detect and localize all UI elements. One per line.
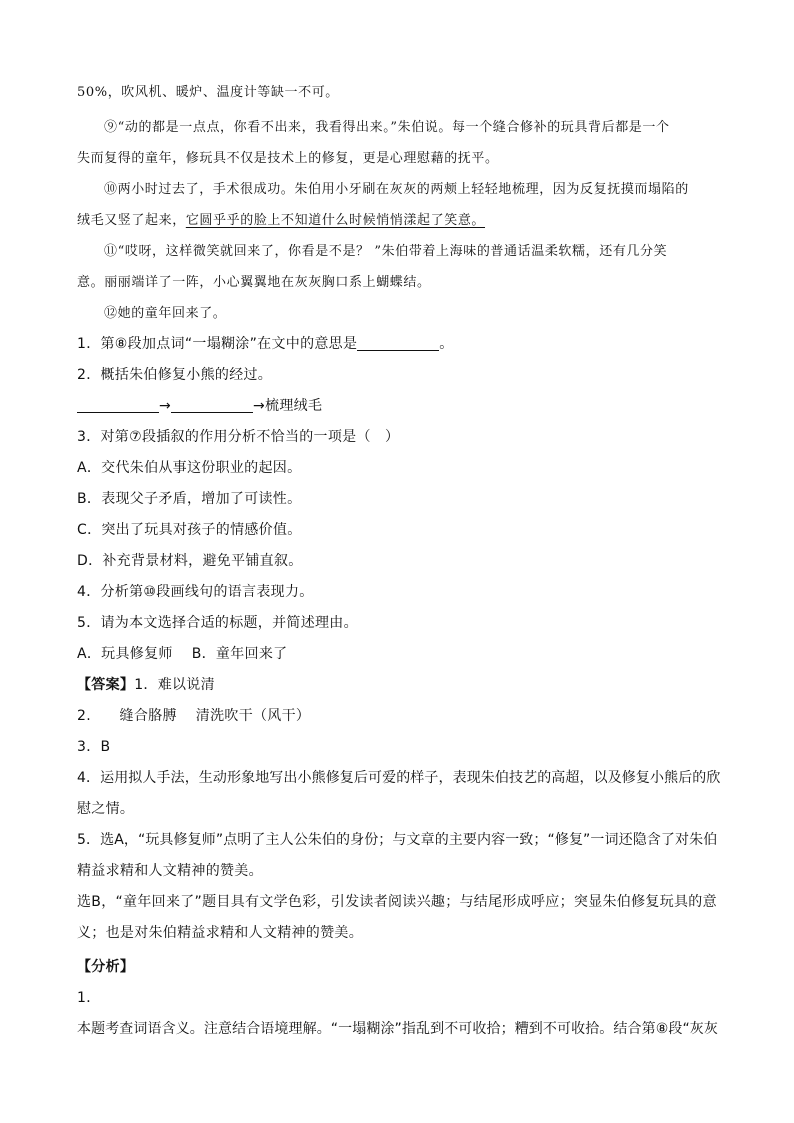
- passage-p8-tail: 50%，吹风机、暖炉、温度计等缺一不可。: [77, 85, 339, 100]
- question-2-blanks: [77, 395, 322, 415]
- answer-blank: [171, 398, 253, 413]
- answer-5-line4: 义；也是对朱伯精益求精和人文精神的赞美。: [77, 925, 363, 941]
- passage-p9-line2: 失而复得的童年，修玩具不仅是技术上的修复，更是心理慰藉的抚平。: [77, 151, 499, 166]
- passage-p11-line2: 意。丽丽端详了一阵，小心翼翼地在灰灰胸口系上蝴蝶结。: [77, 275, 431, 290]
- answer-2: 2. 缝合胳膊 清洗吹干（风干）: [77, 708, 311, 724]
- passage-p9-line1: ⑨“动的都是一点点，你看不出来，我看得出来。”朱伯说。每一个缝合修补的玩具背后都是一个: [104, 120, 670, 135]
- answer-blank: [77, 398, 159, 413]
- question-5: 5．请为本文选择合适的标题，并简述理由。: [77, 615, 358, 631]
- answer-5-line3: 选B，“童年回来了”题目具有文学色彩，引发读者阅读兴趣；与结尾形成呼应；突显朱伯修复玩具的意: [77, 894, 717, 910]
- analysis-label: 【分析】: [77, 959, 135, 975]
- answer-5-line2: 精益求精和人文精神的赞美。: [77, 863, 263, 879]
- question-5-options: A．玩具修复师 B．童年回来了: [77, 646, 288, 662]
- question-3-option-c: C．突出了玩具对孩子的情感价值。: [77, 522, 302, 538]
- answer-5-line1: 5．选A，“玩具修复师”点明了主人公朱伯的身份；与文章的主要内容一致；“修复”一词还隐含了对朱伯: [77, 832, 718, 848]
- answer-label: 【答案】: [77, 677, 135, 693]
- analysis-number-1: 1．: [77, 990, 101, 1006]
- analysis-line1: 本题考查词语含义。注意结合语境理解。“一塌糊涂”指乱到不可收拾；糟到不可收拾。结合第⑧段“灰灰: [77, 1021, 719, 1037]
- answer-blank: [357, 336, 439, 351]
- passage-p11-line1: ⑪“哎呀，这样微笑就回来了，你看是不是？ ”朱伯带着上海味的普通话温柔软糯，还有几分笑: [104, 244, 668, 259]
- answer-4-line1: 4．运用拟人手法，生动形象地写出小熊修复后可爱的样子，表现朱伯技艺的高超，以及修复小熊后的欣: [77, 770, 721, 786]
- question-2: 2．概括朱伯修复小熊的经过。: [77, 367, 273, 383]
- arrow-final-step: →梳理绒毛: [253, 398, 323, 414]
- question-1-end: 。: [439, 336, 454, 352]
- answer-section: [77, 674, 215, 694]
- arrow: →: [159, 398, 172, 414]
- underlined-sentence: 它圆乎乎的脸上不知道什么时候悄悄漾起了笑意。: [185, 213, 486, 228]
- question-4: 4．分析第⑩段画线句的语言表现力。: [77, 584, 314, 600]
- question-3: 3．对第⑦段插叙的作用分析不恰当的一项是（ ）: [77, 429, 400, 445]
- passage-p10-line2: [77, 209, 485, 228]
- answer-4-line2: 慰之情。: [77, 801, 135, 817]
- question-3-option-b: B．表现父子矛盾，增加了可读性。: [77, 491, 302, 507]
- passage-p12: ⑫她的童年回来了。: [104, 306, 227, 321]
- answer-3: 3．B: [77, 739, 111, 755]
- passage-p10-line1: ⑩两小时过去了，手术很成功。朱伯用小牙刷在灰灰的两颊上轻轻地梳理，因为反复抚摸而塌陷的: [104, 182, 689, 197]
- question-3-option-a: A．交代朱伯从事这份职业的起因。: [77, 460, 302, 476]
- question-1-text: 1．第⑧段加点词“一塌糊涂”在文中的意思是: [77, 336, 358, 352]
- question-3-option-d: D．补充背景材料，避免平铺直叙。: [77, 553, 303, 569]
- passage-p10-line2-plain: 绒毛又竖了起来，: [77, 213, 186, 228]
- answer-1: 1．难以说清: [134, 677, 215, 693]
- question-1: [77, 333, 454, 353]
